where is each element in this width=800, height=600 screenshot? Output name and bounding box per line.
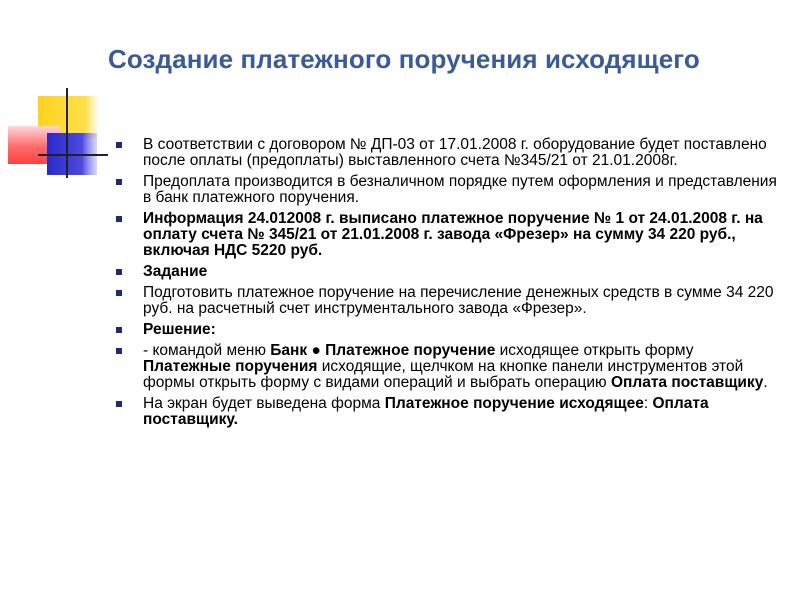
bold-text: Решение: [143,321,216,338]
text: - командой меню [143,342,271,359]
bullet-list [143,137,783,433]
bullet-square-icon [116,327,122,333]
slide-title: Создание платежного поручения исходящего [108,44,700,74]
text: исходящие, щелчком на кнопке панели инструментов этой формы открыть форму с видами операций и выбрать операцию [143,358,744,391]
bullet-square-icon [116,142,122,148]
bullet-square-icon [116,216,122,222]
list-item [143,396,783,428]
bold-text: Банк ● Платежное поручение [270,342,496,359]
corner-decoration [0,0,110,190]
list-item [143,211,783,259]
text: Подготовить платежное поручение на перечисление денежных средств в сумме 34 220 руб. на расчетный счет инструментального завода «Фрезер». [143,284,774,317]
bold-text: Платежные поручения [143,358,318,375]
bullet-square-icon [116,348,122,354]
bullet-square-icon [116,269,122,275]
bold-text: Задание [143,263,208,280]
bold-text: Информация 24.012008 г. выписано платежное поручение № 1 от 24.01.2008 г. на оплату счета № 345/21 от 21.01.2008 г. завода «Фрезер» на сумму 34 220 руб., включая НДС 5220 руб. [143,210,763,259]
list-item [143,285,783,317]
text: На экран будет выведена форма [143,395,385,412]
bold-text: Оплата поставщику [610,374,764,391]
list-item [143,264,783,280]
bullet-square-icon [116,401,122,407]
text: Предоплата производится в безналичном порядке путем оформления и представления в банк платежного поручения. [143,173,777,206]
list-item [143,343,783,391]
bold-text: Оплата поставщику. [143,395,709,428]
bullet-square-icon [116,179,122,185]
text: : [643,395,653,412]
text: В соответствии с договором № ДП-03 от 17.01.2008 г. оборудование будет поставлено после оплаты (предоплаты) выставленного счета №345/21 от 21.01.2008г. [143,136,767,169]
bold-text: Платежное поручение исходящее [384,395,644,412]
list-item [143,322,783,338]
text: исходящее открыть форму [495,342,694,359]
bullet-square-icon [116,290,122,296]
list-item [143,174,783,206]
text: . [763,374,768,391]
list-item [143,137,783,169]
